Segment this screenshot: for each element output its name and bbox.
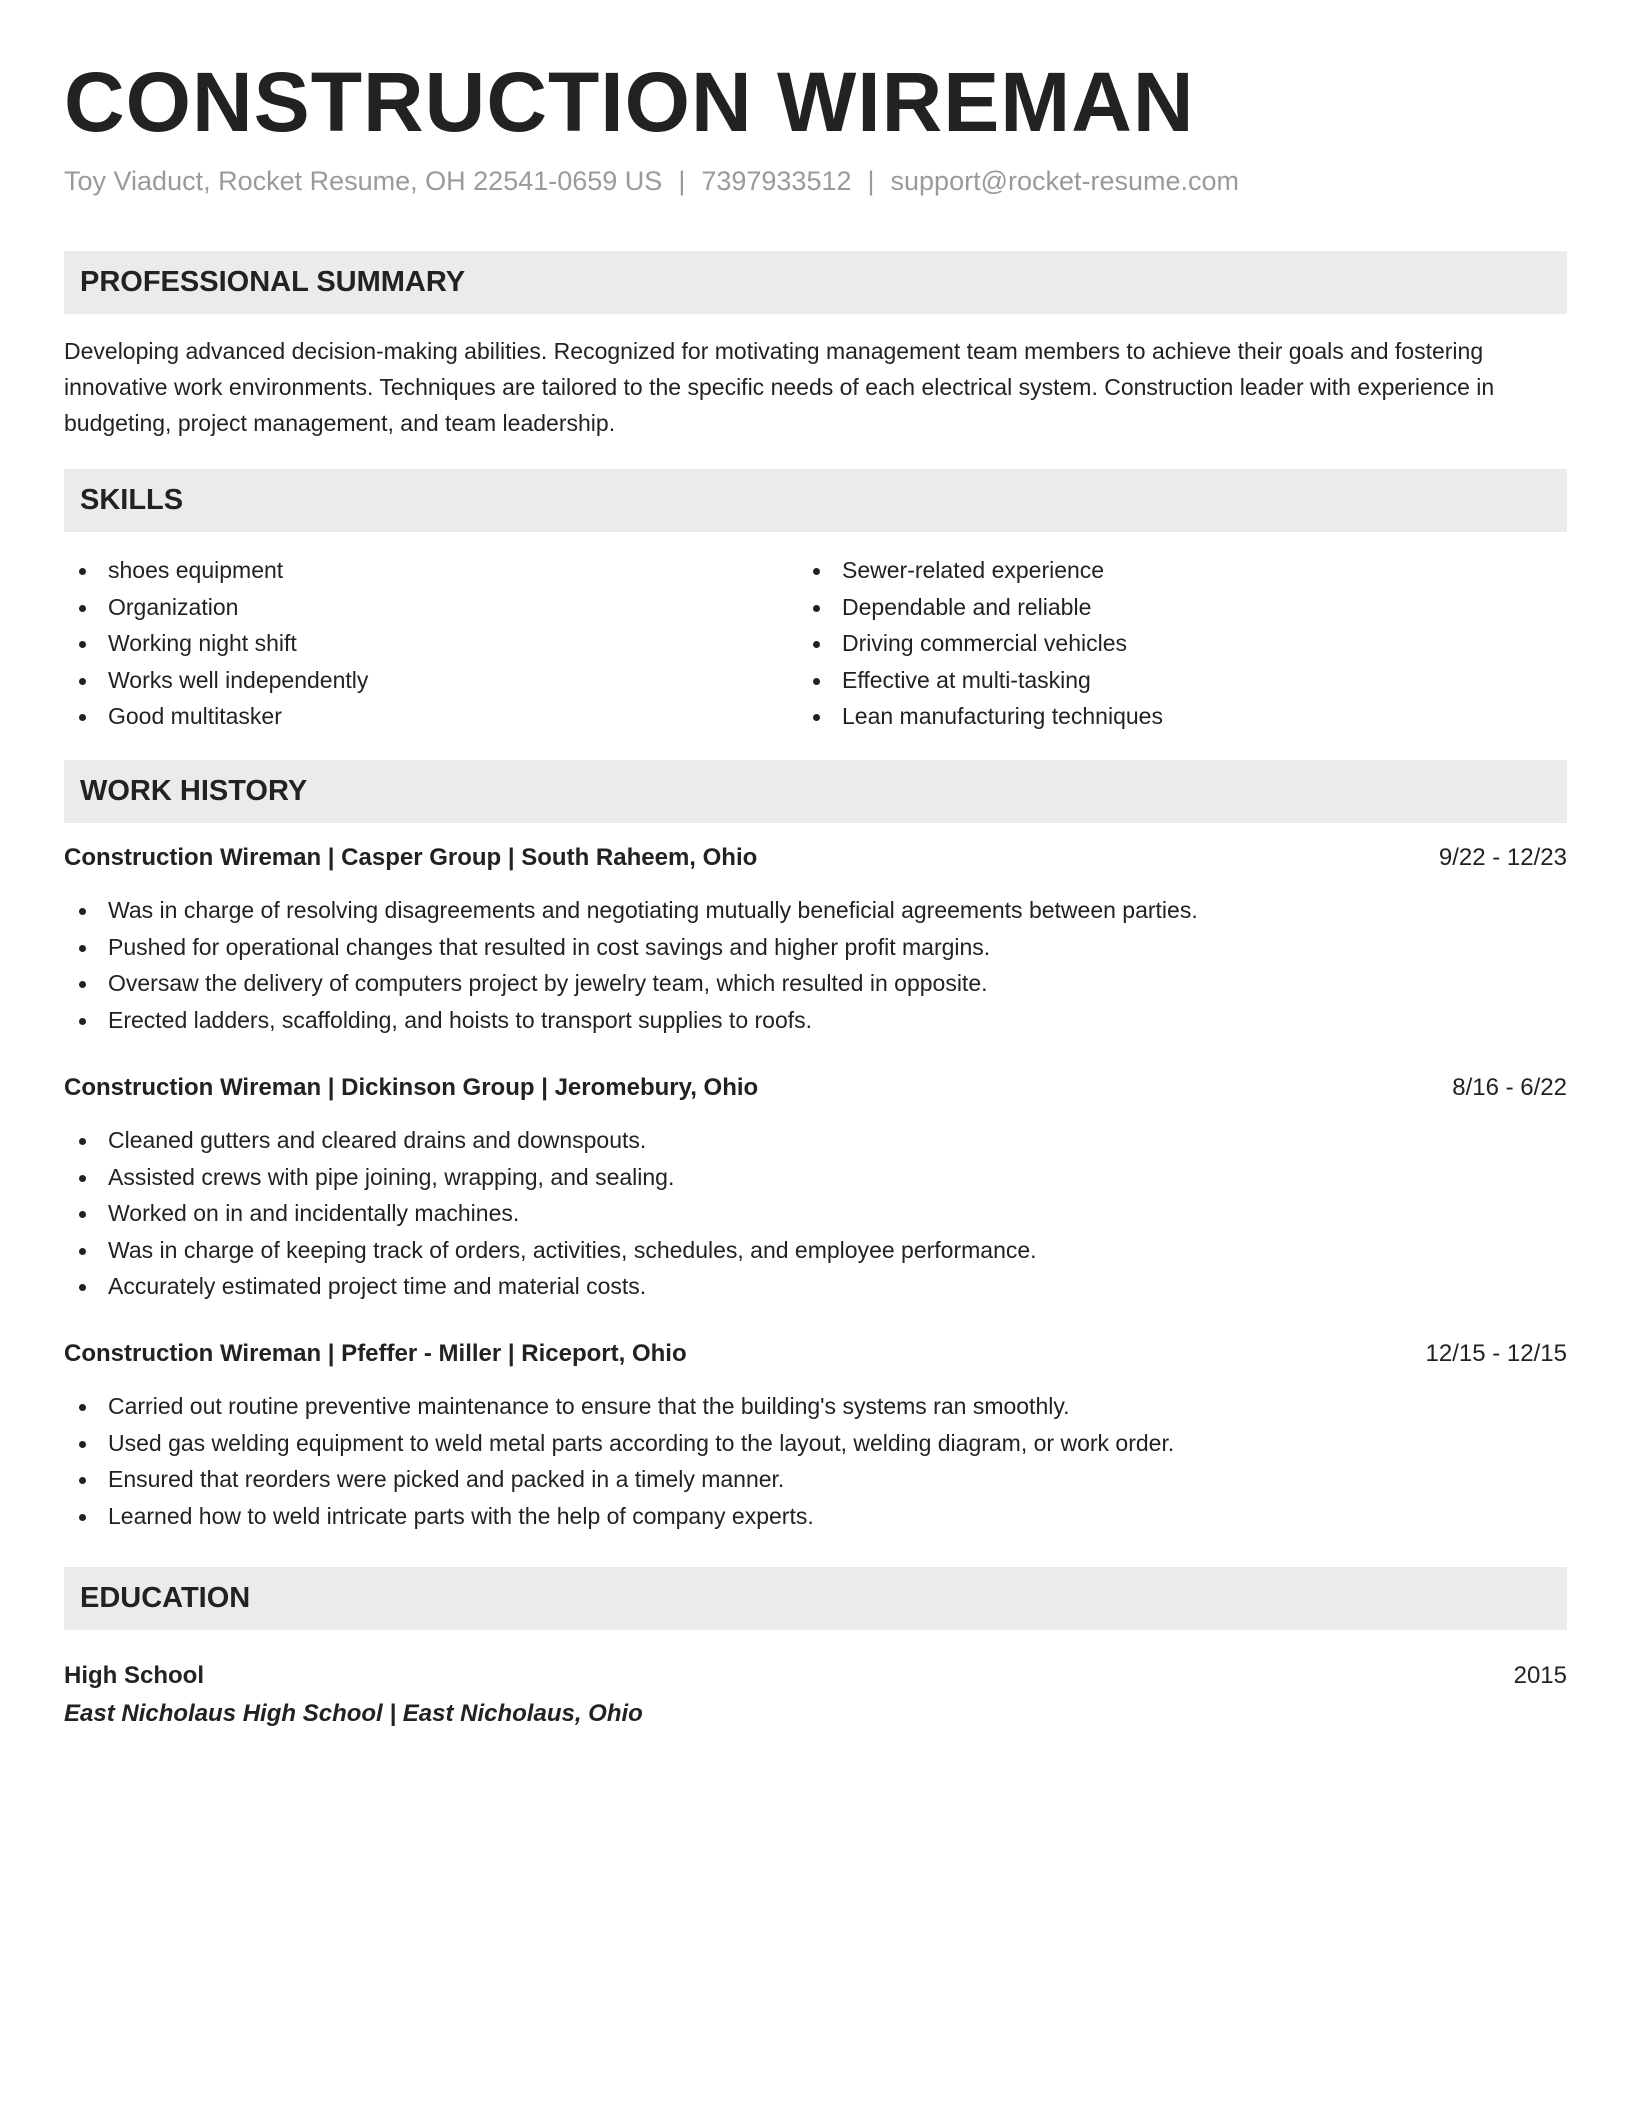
skill-item: Sewer-related experience [798, 552, 1538, 589]
skill-item: Working night shift [64, 625, 804, 662]
job-title: Construction Wireman | Pfeffer - Miller | Riceport, Ohio [64, 1340, 687, 1367]
job-dates: 8/16 - 6/22 [1452, 1074, 1567, 1101]
skill-item: Driving commercial vehicles [798, 625, 1538, 662]
resume-name: CONSTRUCTION WIREMAN [64, 55, 1195, 149]
education-school: East Nicholaus High School | East Nicholaus, Ohio [64, 1700, 643, 1727]
skill-item: Lean manufacturing techniques [798, 698, 1538, 735]
skills-heading: SKILLS [64, 469, 1567, 532]
skill-item: Dependable and reliable [798, 589, 1538, 626]
job-duty: Accurately estimated project time and material costs. [64, 1268, 1567, 1305]
job-header [64, 1336, 1567, 1372]
job-dates: 9/22 - 12/23 [1438, 844, 1567, 871]
job-duties [64, 892, 1567, 1038]
skill-item: Good multitasker [64, 698, 804, 735]
job-duty: Assisted crews with pipe joining, wrapping, and sealing. [64, 1159, 1567, 1196]
contact-phone: 7397933512 [701, 166, 852, 196]
contact-separator: | [678, 166, 686, 196]
job-dates: 12/15 - 12/15 [1425, 1340, 1567, 1367]
skill-item: Organization [64, 589, 804, 626]
job-header [64, 1070, 1567, 1106]
skills-column-left [64, 552, 804, 735]
contact-separator: | [867, 166, 875, 196]
job-duty: Carried out routine preventive maintenance to ensure that the building's systems ran smoothly. [64, 1388, 1567, 1425]
contact-line [64, 166, 1239, 197]
job-duty: Pushed for operational changes that resulted in cost savings and higher profit margins. [64, 929, 1567, 966]
job-duty: Cleaned gutters and cleared drains and downspouts. [64, 1122, 1567, 1159]
job-header [64, 840, 1567, 876]
job-duties [64, 1122, 1567, 1305]
job-duty: Worked on in and incidentally machines. [64, 1195, 1567, 1232]
job-duties [64, 1388, 1567, 1534]
education-heading: EDUCATION [64, 1567, 1567, 1630]
job-duty: Erected ladders, scaffolding, and hoists to transport supplies to roofs. [64, 1002, 1567, 1039]
summary-heading: PROFESSIONAL SUMMARY [64, 251, 1567, 314]
job-duty: Was in charge of resolving disagreements and negotiating mutually beneficial agreements between parties. [64, 892, 1567, 929]
contact-address: Toy Viaduct, Rocket Resume, OH 22541-0659 US [64, 166, 663, 196]
job-duty: Oversaw the delivery of computers project by jewelry team, which resulted in opposite. [64, 965, 1567, 1002]
education-degree: High School [64, 1662, 204, 1689]
job-duty: Used gas welding equipment to weld metal parts according to the layout, welding diagram, or work order. [64, 1425, 1567, 1462]
skill-item: Works well independently [64, 662, 804, 699]
summary-text: Developing advanced decision-making abilities. Recognized for motivating management team members to achieve their goals and fostering innovative work environments. Techniques are tailored to the specific needs of each electrical system. Construction leader with experience in budgeting, project management, and team leadership. [64, 338, 1495, 436]
job-title: Construction Wireman | Dickinson Group | Jeromebury, Ohio [64, 1074, 759, 1101]
job-duty: Ensured that reorders were picked and packed in a timely manner. [64, 1461, 1567, 1498]
skill-item: Effective at multi-tasking [798, 662, 1538, 699]
skill-item: shoes equipment [64, 552, 804, 589]
contact-email: support@rocket-resume.com [890, 166, 1240, 196]
work-history-heading: WORK HISTORY [64, 760, 1567, 823]
education-year: 2015 [1513, 1662, 1567, 1689]
job-duty: Learned how to weld intricate parts with the help of company experts. [64, 1498, 1567, 1535]
skills-column-right [798, 552, 1538, 735]
job-duty: Was in charge of keeping track of orders, activities, schedules, and employee performance. [64, 1232, 1567, 1269]
job-title: Construction Wireman | Casper Group | South Raheem, Ohio [64, 844, 758, 871]
